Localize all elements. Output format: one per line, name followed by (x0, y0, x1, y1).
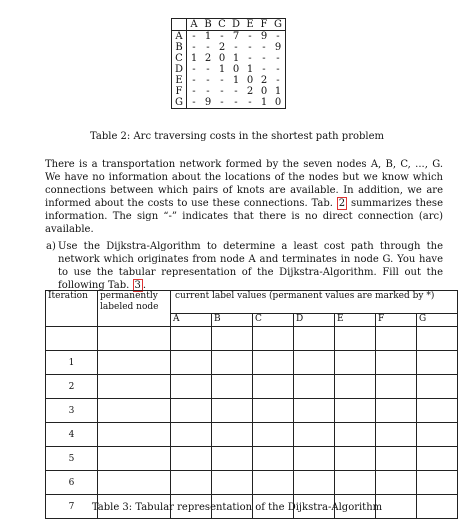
label-value-cell[interactable] (294, 327, 335, 351)
cost-cell: - (206, 75, 210, 86)
cost-cell: 9 (201, 97, 215, 109)
cost-cell: - (220, 86, 224, 97)
cost-row-header: A (172, 31, 187, 43)
iteration-number: 6 (46, 471, 98, 495)
cost-row-header: F (172, 86, 187, 97)
iteration-row (46, 375, 458, 399)
label-value-cell[interactable] (171, 447, 212, 471)
label-value-cell[interactable] (376, 423, 417, 447)
cost-cell: - (271, 53, 286, 64)
cost-row (172, 75, 286, 86)
cost-cell: 9 (260, 31, 268, 42)
question-text-1: Use the Dijkstra-Algorithm to determine a least cost path through the network which originates from node A and terminates in node G. You have to use the tabular representation of the Dijkstra-Algorithm. Fill out the following Tab. (58, 241, 443, 291)
table-ref-3[interactable]: 3 (134, 280, 141, 291)
label-value-cell[interactable] (171, 351, 212, 375)
cost-row (172, 64, 286, 75)
label-value-cell[interactable] (253, 351, 294, 375)
iteration-number (46, 327, 98, 351)
permanent-node-cell[interactable] (98, 351, 171, 375)
current-labels-header: current label values (permanent values are marked by *) (171, 291, 458, 314)
label-value-cell[interactable] (253, 447, 294, 471)
cost-cell: - (187, 97, 202, 109)
label-value-cell[interactable] (294, 423, 335, 447)
label-value-cell[interactable] (335, 327, 376, 351)
cost-cell: - (220, 75, 224, 86)
cost-cell: - (192, 86, 196, 97)
cost-row (172, 53, 286, 64)
permanent-node-cell[interactable] (98, 375, 171, 399)
iteration-row (46, 351, 458, 375)
cost-cell: - (248, 42, 252, 53)
cost-cell: 1 (257, 97, 271, 109)
cost-cell: 1 (232, 53, 240, 64)
cost-cell: - (271, 75, 286, 86)
cost-cell: - (192, 42, 196, 53)
label-value-cell[interactable] (417, 423, 458, 447)
label-value-cell[interactable] (335, 423, 376, 447)
label-value-cell[interactable] (294, 375, 335, 399)
cost-cell: 0 (218, 53, 226, 64)
cost-cell: - (206, 64, 210, 75)
label-value-cell[interactable] (212, 399, 253, 423)
permanent-node-cell[interactable] (98, 327, 171, 351)
cost-cell: - (215, 97, 229, 109)
cost-cell: 1 (218, 64, 226, 75)
node-column-c: C (253, 314, 294, 327)
arc-cost-table (171, 18, 286, 109)
iteration-number: 5 (46, 447, 98, 471)
cost-cell: - (243, 97, 257, 109)
iteration-number: 7 (46, 495, 98, 519)
iteration-number: 4 (46, 423, 98, 447)
permanent-node-cell[interactable] (98, 447, 171, 471)
iteration-number: 3 (46, 399, 98, 423)
label-value-cell[interactable] (335, 351, 376, 375)
label-value-cell[interactable] (212, 471, 253, 495)
cost-cell: 0 (246, 75, 254, 86)
iteration-row (46, 423, 458, 447)
cost-cell: 2 (260, 75, 268, 86)
iteration-number: 2 (46, 375, 98, 399)
iteration-row (46, 327, 458, 351)
node-column-a: A (171, 314, 212, 327)
label-value-cell[interactable] (294, 399, 335, 423)
label-value-cell[interactable] (253, 399, 294, 423)
cost-cell: 2 (218, 42, 226, 53)
cost-cell: 1 (271, 86, 286, 97)
label-value-cell[interactable] (171, 375, 212, 399)
label-value-cell[interactable] (335, 447, 376, 471)
label-value-cell[interactable] (376, 327, 417, 351)
cost-cell: - (271, 31, 286, 43)
cost-cell: 2 (204, 53, 212, 64)
cost-col-header: E (243, 19, 257, 31)
permanent-node-cell[interactable] (98, 423, 171, 447)
label-value-cell[interactable] (417, 471, 458, 495)
cost-cell: 1 (204, 31, 212, 42)
cost-col-header: D (229, 19, 243, 31)
label-value-cell[interactable] (171, 327, 212, 351)
node-column-e: E (335, 314, 376, 327)
problem-description (45, 158, 443, 236)
cost-cell: - (234, 42, 238, 53)
label-value-cell[interactable] (253, 375, 294, 399)
cost-cell: - (262, 64, 266, 75)
permanent-node-cell[interactable] (98, 399, 171, 423)
label-value-cell[interactable] (171, 399, 212, 423)
question-text-2: . (142, 280, 147, 291)
cost-cell: - (192, 31, 196, 42)
cost-cell: - (234, 86, 238, 97)
label-value-cell[interactable] (171, 471, 212, 495)
permanent-node-header: permanently labeled node (98, 291, 171, 327)
cost-cell: - (206, 86, 210, 97)
cost-row (172, 42, 286, 53)
label-value-cell[interactable] (212, 423, 253, 447)
label-value-cell[interactable] (376, 399, 417, 423)
label-value-cell[interactable] (335, 399, 376, 423)
paragraph-text-2: summarizes these information. The sign “-” indicates that there is no direct connection (arc) available. (45, 198, 443, 235)
table3-caption: Table 3: Tabular representation of the Dijkstra-Algorithm (91, 502, 383, 513)
label-value-cell[interactable] (417, 447, 458, 471)
iteration-row (46, 447, 458, 471)
label-value-cell[interactable] (171, 423, 212, 447)
cost-cell: 0 (232, 64, 240, 75)
cost-col-header: A (187, 19, 202, 31)
cost-cell: - (271, 64, 286, 75)
cost-cell: - (248, 31, 252, 42)
label-value-cell[interactable] (253, 471, 294, 495)
label-value-cell[interactable] (212, 351, 253, 375)
cost-cell: - (220, 31, 224, 42)
cost-table-corner (172, 19, 187, 31)
cost-row (172, 97, 286, 109)
node-column-g: G (417, 314, 458, 327)
iteration-row (46, 471, 458, 495)
cost-cell: - (229, 97, 243, 109)
label-value-cell[interactable] (335, 375, 376, 399)
label-value-cell[interactable] (376, 375, 417, 399)
label-value-cell[interactable] (253, 327, 294, 351)
cost-col-header: G (271, 19, 286, 31)
cost-cell: 0 (271, 97, 286, 109)
question-label: a) (46, 241, 56, 252)
cost-cell: 1 (246, 64, 254, 75)
cost-cell: 0 (260, 86, 268, 97)
label-value-cell[interactable] (417, 399, 458, 423)
label-value-cell[interactable] (417, 375, 458, 399)
cost-row-header: B (172, 42, 187, 53)
iteration-number: 1 (46, 351, 98, 375)
cost-cell: - (248, 53, 252, 64)
label-value-cell[interactable] (253, 423, 294, 447)
label-value-cell[interactable] (294, 447, 335, 471)
question-a (46, 240, 443, 292)
cost-cell: - (262, 53, 266, 64)
cost-row (172, 86, 286, 97)
cost-row (172, 31, 286, 43)
label-value-cell[interactable] (212, 447, 253, 471)
node-column-f: F (376, 314, 417, 327)
cost-cell: - (206, 42, 210, 53)
cost-cell: 1 (190, 53, 198, 64)
label-value-cell[interactable] (294, 471, 335, 495)
cost-row-header: G (172, 97, 187, 109)
cost-col-header: B (201, 19, 215, 31)
label-value-cell[interactable] (335, 471, 376, 495)
cost-cell: - (262, 42, 266, 53)
table-ref-2[interactable]: 2 (338, 198, 346, 209)
table2-caption: Table 2: Arc traversing costs in the shortest path problem (90, 131, 384, 142)
label-value-cell[interactable] (417, 327, 458, 351)
permanent-node-cell[interactable] (98, 471, 171, 495)
cost-cell: - (192, 75, 196, 86)
cost-row-header: D (172, 64, 187, 75)
label-value-cell[interactable] (212, 327, 253, 351)
cost-row-header: E (172, 75, 187, 86)
cost-cell: - (192, 64, 196, 75)
dijkstra-table (45, 290, 458, 519)
cost-row-header: C (172, 53, 187, 64)
cost-col-header: F (257, 19, 271, 31)
cost-cell: 7 (232, 31, 240, 42)
label-value-cell[interactable] (376, 447, 417, 471)
cost-cell: 2 (246, 86, 254, 97)
label-value-cell[interactable] (376, 351, 417, 375)
cost-col-header: C (215, 19, 229, 31)
cost-cell: 1 (232, 75, 240, 86)
label-value-cell[interactable] (294, 351, 335, 375)
iteration-header: Iteration (46, 291, 98, 327)
paragraph-text-1: There is a transportation network formed by the seven nodes A, B, C, ..., G. We have no information about the locations of the nodes but we know which connections between which pairs of knots are available. In addition, we are informed about the costs to use these connections. Tab. (45, 159, 443, 209)
node-column-d: D (294, 314, 335, 327)
node-column-b: B (212, 314, 253, 327)
label-value-cell[interactable] (212, 375, 253, 399)
label-value-cell[interactable] (417, 351, 458, 375)
label-value-cell[interactable] (376, 471, 417, 495)
cost-cell: 9 (271, 42, 286, 53)
iteration-row (46, 399, 458, 423)
